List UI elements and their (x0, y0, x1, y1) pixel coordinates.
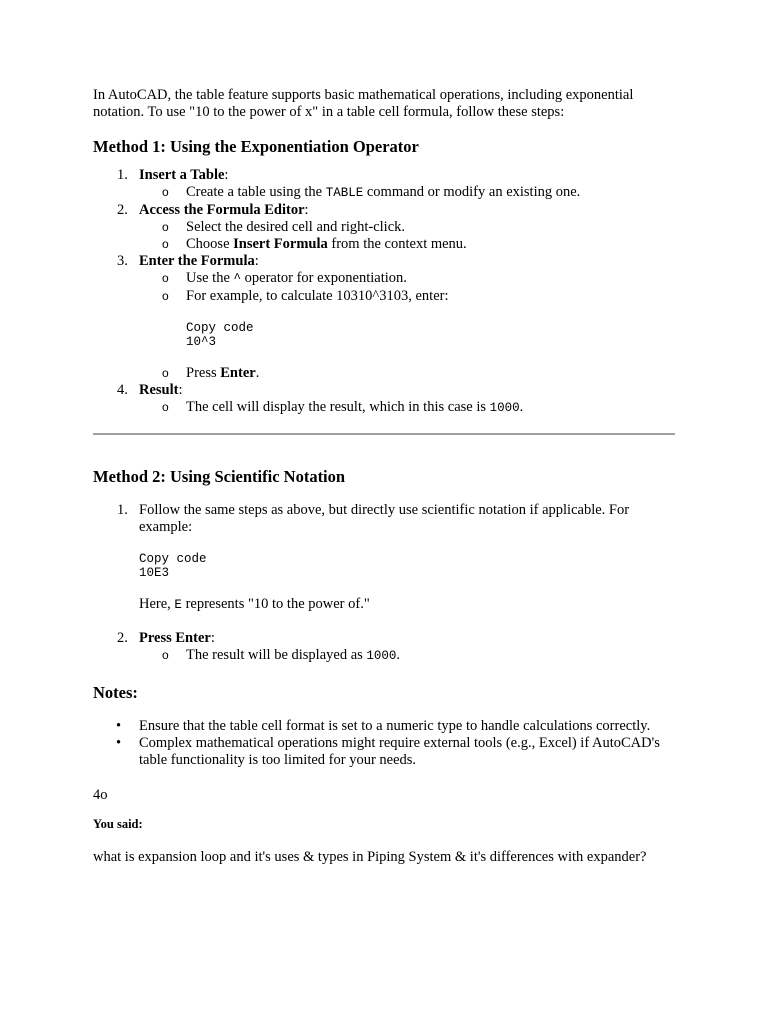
sub-item: o Select the desired cell and right-click. (162, 219, 406, 235)
step-number: 2. (117, 202, 128, 218)
step-number: 1. (117, 502, 128, 518)
step-title: Enter the Formula (139, 253, 255, 269)
notes-list (93, 718, 678, 769)
bullet-icon: • (116, 718, 122, 734)
code-block (139, 552, 678, 580)
sub-bullet-icon: o (162, 185, 169, 199)
sub-bullet-icon: o (162, 648, 169, 662)
step-number: 1. (117, 167, 128, 183)
code-label[interactable]: Copy code (186, 321, 254, 335)
section-divider (93, 433, 675, 435)
step-1: 1. Insert a Table: (117, 167, 229, 183)
intro-paragraph: In AutoCAD, the table feature supports basic mathematical operations, including exponential notation. To use "10 to the power of x" in a table cell formula, follow these steps: (93, 87, 634, 120)
sub-item: o Create a table using the TABLE command or modify an existing one. (162, 184, 581, 200)
sub-item: o For example, to calculate 10310^3103, enter: (162, 288, 449, 304)
sub-bullet-icon: o (162, 237, 169, 251)
model-label: 4o (93, 787, 108, 803)
step-4: 4. Result: (117, 382, 183, 398)
sub-item: o Press Enter. (162, 365, 260, 381)
step-note: Here, E represents "10 to the power of." (139, 596, 370, 612)
step-number: 4. (117, 382, 128, 398)
code-block (186, 321, 678, 349)
step-2: 2. Access the Formula Editor: (117, 202, 309, 218)
step-title: Access the Formula Editor (139, 202, 305, 218)
step-title: Press Enter (139, 630, 211, 646)
you-said-label: You said: (93, 817, 143, 831)
step-3: 3. Enter the Formula: (117, 253, 259, 269)
method2-heading: Method 2: Using Scientific Notation (93, 467, 346, 486)
document-content (93, 87, 678, 866)
step-title: Result (139, 382, 179, 398)
sub-item: o The cell will display the result, which in this case is 1000. (162, 399, 524, 415)
sub-bullet-icon: o (162, 400, 169, 414)
bullet-icon: • (116, 735, 122, 751)
method2-step-1 (93, 502, 678, 614)
sub-bullet-icon: o (162, 271, 169, 285)
list-item: • Ensure that the table cell format is set to a numeric type to handle calculations correctly. (116, 718, 651, 734)
step-number: 3. (117, 253, 128, 269)
list-item: • Complex mathematical operations might require external tools (e.g., Excel) if AutoCAD's table functionality is too limited for your needs. (116, 735, 660, 768)
sub-item: o Choose Insert Formula from the context menu. (162, 236, 467, 252)
code-line: 10E3 (139, 566, 170, 580)
code-line: 10^3 (186, 335, 217, 349)
method2-step-2: 2. Press Enter: (117, 630, 215, 646)
method1-heading: Method 1: Using the Exponentiation Operator (93, 137, 419, 156)
user-question: what is expansion loop and it's uses & types in Piping System & it's differences with expander? (93, 849, 647, 865)
sub-item: o Use the ^ operator for exponentiation. (162, 270, 407, 286)
notes-heading: Notes: (93, 683, 138, 702)
sub-bullet-icon: o (162, 366, 169, 380)
sub-bullet-icon: o (162, 220, 169, 234)
step-number: 2. (117, 630, 128, 646)
step-text: Follow the same steps as above, but directly use scientific notation if applicable. For example: (139, 502, 630, 535)
step-title: Insert a Table (139, 167, 225, 183)
code-label[interactable]: Copy code (139, 552, 207, 566)
sub-item: o The result will be displayed as 1000. (162, 647, 401, 663)
method1-steps (93, 167, 678, 417)
sub-bullet-icon: o (162, 289, 169, 303)
